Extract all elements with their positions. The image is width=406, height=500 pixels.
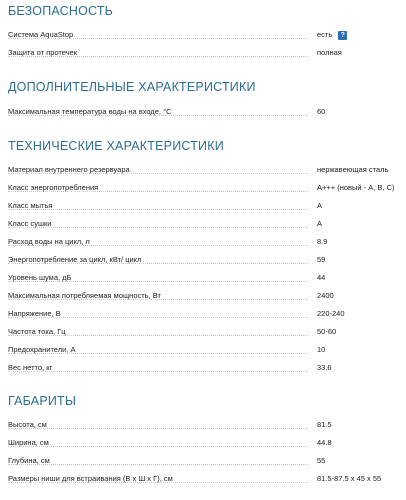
spec-label: Максимальная потребляемая мощность, Вт <box>8 291 161 300</box>
spec-row-voltage <box>8 305 406 323</box>
row-divider <box>8 464 308 465</box>
section-title-technical: ТЕХНИЧЕСКИЕ ХАРАКТЕРИСТИКИ <box>8 139 224 153</box>
spec-value: 59 <box>317 255 326 264</box>
spec-label: Материал внутреннего резервуара <box>8 165 130 174</box>
row-divider <box>8 371 308 372</box>
spec-value: 2400 <box>317 291 334 300</box>
spec-value: 81.5-87.5 x 45 x 55 <box>317 474 382 483</box>
spec-label: Высота, см <box>8 420 47 429</box>
spec-label: Класс сушки <box>8 219 52 228</box>
help-icon[interactable]: ? <box>338 31 347 40</box>
spec-row-energy-class <box>8 179 406 197</box>
spec-label: Предохранители, А <box>8 345 76 354</box>
row-divider <box>8 428 308 429</box>
spec-row-noise-level <box>8 269 406 287</box>
spec-label: Ширина, см <box>8 438 49 447</box>
spec-value: 44.8 <box>317 438 332 447</box>
section-title-safety: БЕЗОПАСНОСТЬ <box>8 4 114 18</box>
spec-value: 8.9 <box>317 237 328 246</box>
spec-label: Максимальная температура воды на входе, °C <box>8 107 172 116</box>
spec-row-dry-class <box>8 215 406 233</box>
spec-value: A+++ (новый - A, B, C) <box>317 183 395 192</box>
spec-label: Расход воды на цикл, л <box>8 237 90 246</box>
spec-value: A <box>317 201 323 210</box>
spec-value: 220-240 <box>317 309 345 318</box>
spec-label: Размеры ниши для встраивания (В x Ш x Г), см <box>8 474 173 483</box>
section-title-dimensions: ГАБАРИТЫ <box>8 394 77 408</box>
spec-label: Частота тока, Гц <box>8 327 66 336</box>
spec-row-aquastop <box>8 26 406 44</box>
spec-row-max-power <box>8 287 406 305</box>
spec-row-energy-consumption <box>8 251 406 269</box>
spec-value <box>317 26 347 44</box>
spec-value: 60 <box>317 107 326 116</box>
spec-label: Класс мытья <box>8 201 53 210</box>
spec-label: Напряжение, В <box>8 309 61 318</box>
spec-value: 55 <box>317 456 326 465</box>
spec-row-depth <box>8 452 406 470</box>
spec-value: полная <box>317 48 342 57</box>
spec-row-net-weight <box>8 359 406 377</box>
spec-label: Глубина, см <box>8 456 50 465</box>
row-divider <box>8 446 308 447</box>
row-divider <box>8 209 308 210</box>
spec-row-fuses <box>8 341 406 359</box>
spec-row-tank-material <box>8 161 406 179</box>
spec-value-text: есть <box>317 30 333 39</box>
spec-label: Система AquaStop <box>8 30 74 39</box>
spec-label: Класс энергопотребления <box>8 183 99 192</box>
spec-row-height <box>8 416 406 434</box>
spec-value: 81.5 <box>317 420 332 429</box>
spec-value: A <box>317 219 323 228</box>
spec-label: Защита от протечек <box>8 48 78 57</box>
spec-value: 44 <box>317 273 326 282</box>
spec-row-niche-size <box>8 470 406 488</box>
spec-row-wash-class <box>8 197 406 215</box>
spec-value: 33.6 <box>317 363 332 372</box>
spec-row-leak-protection <box>8 44 406 62</box>
spec-value: нержавеющая сталь <box>317 165 389 174</box>
spec-row-frequency <box>8 323 406 341</box>
spec-label: Уровень шума, дБ <box>8 273 72 282</box>
spec-label: Вес нетто, кг <box>8 363 53 372</box>
spec-value: 50-60 <box>317 327 337 336</box>
spec-row-width <box>8 434 406 452</box>
spec-value: 10 <box>317 345 326 354</box>
spec-row-water-consumption <box>8 233 406 251</box>
row-divider <box>8 227 308 228</box>
section-title-additional: ДОПОЛНИТЕЛЬНЫЕ ХАРАКТЕРИСТИКИ <box>8 80 256 94</box>
spec-row-max-water-temp <box>8 103 406 121</box>
spec-label: Энергопотребление за цикл, кВт/ цикл <box>8 255 142 264</box>
